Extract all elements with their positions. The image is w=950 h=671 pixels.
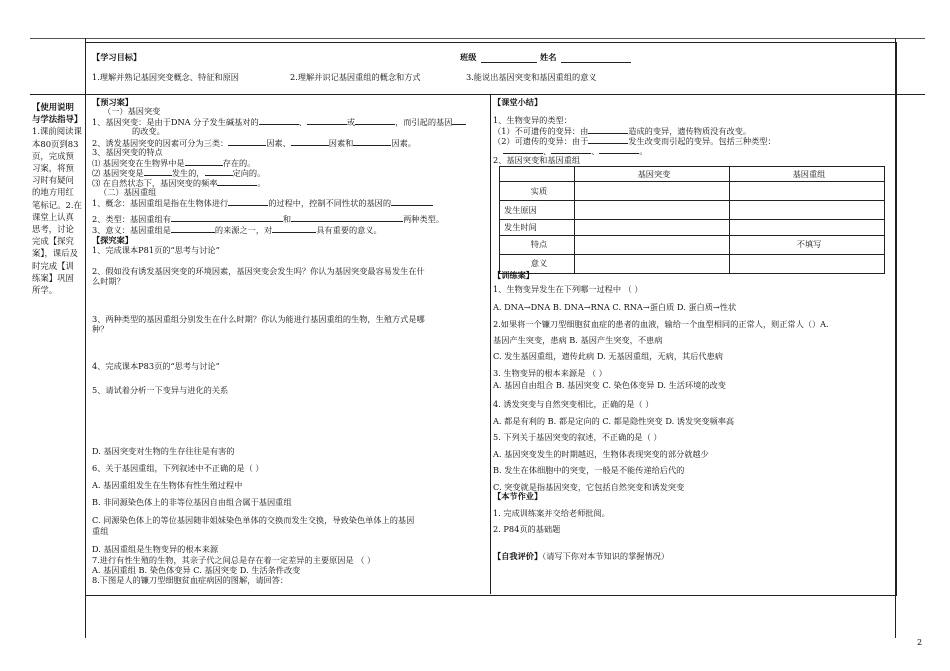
training-q5-b: B. 发生在体细胞中的突变，一般是不能传递给后代的	[493, 465, 685, 475]
name-label: 姓名	[540, 52, 557, 62]
preview-line-5: 2、类型：基因重组有 和 两种类型。	[92, 214, 445, 224]
table-cell[interactable]	[730, 201, 885, 220]
row-label: 发生时间	[500, 220, 575, 235]
homework-item-1: 1. 完成训练案并交给老师批阅。	[493, 508, 610, 518]
summary-line-2: （1）不可遗传的变异：由 造成的变异，遗传物质没有改变。	[493, 126, 752, 136]
header-divider	[30, 94, 925, 95]
training-q5-a: A. 基因突变发生的时期越迟，生物体表现突变的部分就越少	[493, 449, 709, 459]
training-q2: 2.如果将一个镰刀型细胞贫血症的患者的血液，输给一个血型相同的正常人，则正常人（）A.	[493, 319, 829, 329]
table-row	[500, 220, 885, 235]
table-cell[interactable]	[730, 182, 885, 201]
preview-line-1: 1、基因突变：是由于DNA 分子发生碱基对的 、 或 ，而引起的基因	[92, 116, 466, 128]
preview-line-4: 1、概念：基因重组是指在生物体进行 的过程中，控制不同性状的基因的	[92, 197, 433, 209]
table-cell[interactable]	[575, 235, 730, 254]
explore-q2-line1: 2、假如没有诱发基因突变的环境因素，基因突变会发生吗？你认为基因突变最容易发生在什	[92, 266, 425, 276]
training-q3: 3. 生物变异的根本来源是 （ ）	[493, 368, 607, 378]
explore-q6-c-line1: C. 同源染色体上的等位基因随非姐妹染色单体的交换而发生交换，导致染色单体上的基因	[92, 515, 415, 525]
explore-q6-d: D. 基因重组是生物变异的根本来源	[92, 544, 219, 554]
preview-title: 【预习案】	[92, 97, 133, 107]
usage-guide-text: 1.课前阅读课本80页到83页，完成预习案，将预习时有疑问的地方用红笔标记。2.在课堂上认真思考，讨论完成【探究案】，课后及时完成【训练案】巩固所学。	[32, 126, 82, 296]
right-margin-line	[895, 38, 896, 638]
preview-recombination-heading: （二）基因重组	[99, 187, 157, 197]
explore-q3-line1: 3、两种类型的基因重组分别发生在什么时期？你认为能进行基因重组的生物，生殖方式是哪	[92, 314, 425, 324]
table-row	[500, 201, 885, 220]
training-title: 【训练案】	[493, 270, 534, 280]
summary-title: 【课堂小结】	[493, 97, 543, 107]
explore-q4: 4、完成课本P83页的“思考与讨论”	[92, 361, 220, 371]
page-number: 2	[917, 638, 923, 647]
comparison-table	[499, 166, 885, 274]
explore-title: 【探究案】	[92, 235, 133, 245]
self-eval-title: 【自我评价】	[493, 551, 543, 561]
training-q5: 5. 下列关于基因突变的叙述，不正确的是（ ）	[493, 432, 662, 442]
training-q1-options: A. DNA→DNA B. DNA→RNA C. RNA→蛋白质 D. 蛋白质→性状	[493, 302, 737, 312]
table-row	[500, 235, 885, 254]
table-header-row	[500, 167, 885, 182]
training-q3-options: A. 基因自由组合 B. 基因突变 C. 染色体变异 D. 生活环境的改变	[493, 380, 726, 390]
class-blank[interactable]	[481, 54, 537, 63]
homework-title: 【本节作业】	[493, 491, 543, 501]
explore-q6: 6、关于基因重组，下列叙述中不正确的是（ ）	[92, 463, 264, 473]
explore-q8: 8.下图是人的镰刀型细胞贫血症病因的图解，请回答：	[92, 575, 289, 585]
objective-3: 3.能说出基因突变和基因重组的意义	[466, 72, 597, 82]
explore-q6-b: B. 非同源染色体上的非等位基因自由组合属于基因重组	[92, 497, 292, 507]
table-header-cell: 基因重组	[730, 167, 885, 182]
preview-gene-mutation-heading: （一）基因突变	[103, 106, 161, 116]
class-label: 班级	[460, 52, 477, 62]
table-cell[interactable]	[575, 220, 730, 235]
summary-line-5: 2、基因突变和基因重组	[493, 155, 581, 165]
explore-q7: 7.进行有性生殖的生物，其亲子代之间总是存在着一定差异的主要原因是 （ ）	[92, 555, 376, 565]
training-q4-options: A. 都是有利的 B. 都是定向的 C. 都是隐性突变 D. 诱发突变频率高	[493, 416, 735, 426]
explore-q6-a: A. 基因重组发生在生物体有性生殖过程中	[92, 480, 243, 490]
table-cell-not-required: 不填写	[730, 235, 885, 254]
table-cell[interactable]	[575, 182, 730, 201]
column-divider	[490, 94, 491, 594]
preview-line-3a: ⑴ 基因突变在生物界中是 存在的。	[92, 158, 256, 168]
training-q5-c: C. 突变就是指基因突变，它包括自然突变和诱发突变	[493, 482, 685, 492]
explore-q5: 5、请试着分析一下变异与进化的关系	[92, 385, 229, 395]
explore-q3-line2: 种？	[92, 324, 109, 334]
usage-guide-title: 【使用说明与学法指导】	[32, 102, 83, 125]
table-cell[interactable]	[575, 254, 730, 273]
preview-line-2: 2、诱发基因突变的因素可分为三类： 因素、 因素和 因素。	[92, 138, 416, 148]
training-q1: 1、生物变异发生在下列哪一过程中 （ ）	[493, 284, 643, 294]
row-label: 意义	[500, 254, 575, 273]
self-eval-text: （请写下你对本节知识的掌握情况）	[542, 551, 670, 561]
explore-q1: 1、完成课本P81页的“思考与讨论”	[92, 245, 220, 255]
summary-line-4: 、 、 。	[503, 145, 648, 157]
preview-line-3: 3、基因突变的特点	[92, 147, 163, 157]
explore-q2-line2: 么时期？	[92, 276, 125, 286]
self-eval	[493, 551, 669, 562]
table-row	[500, 182, 885, 201]
explore-q6-c-line2: 重组	[92, 526, 109, 536]
left-margin-line	[85, 38, 86, 638]
preview-line-1b: 的改变。	[132, 126, 165, 136]
preview-line-6: 3、意义：基因重组是 的来源之一，对 具有重要的意义。	[92, 225, 382, 235]
row-label: 实质	[500, 182, 575, 201]
row-label: 发生原因	[500, 201, 575, 220]
training-q2-cd: C. 发生基因重组，遗传此病 D. 无基因重组，无病，其后代患病	[493, 351, 723, 361]
row-label: 特点	[500, 235, 575, 254]
training-q4: 4. 诱发突变与自然突变相比，正确的是（ ）	[493, 399, 654, 409]
preview-line-3c: ⑶ 在自然状态下，基因突变的频率 。	[92, 178, 266, 188]
table-cell[interactable]	[575, 201, 730, 220]
explore-option-d: D. 基因突变对生物的生存往往是有害的	[92, 446, 235, 456]
objective-2: 2.理解并识记基因重组的概念和方式	[290, 72, 421, 82]
objectives-title: 【学习目标】	[92, 52, 142, 62]
usage-guide	[32, 101, 82, 296]
preview-line-3b: ⑵ 基因突变是 发生的， 定向的。	[92, 168, 266, 178]
top-rule	[30, 38, 925, 39]
summary-line-3: （2）可遗传的变异：由于 发生改变而引起的变异。包括三种类型：	[493, 136, 776, 146]
table-header-cell	[500, 167, 575, 182]
explore-q7-options: A. 基因重组 B. 染色体变异 C. 基因突变 D. 生活条件改变	[92, 565, 301, 575]
summary-line-1: 1、生物变异的类型：	[493, 115, 572, 125]
name-blank[interactable]	[561, 54, 631, 63]
training-q2-ab: 基因产生突变，患病 B. 基因产生突变，不患病	[493, 335, 663, 345]
objective-1: 1.理解并熟记基因突变概念、特征和原因	[92, 72, 239, 82]
table-cell[interactable]	[730, 254, 885, 273]
table-cell[interactable]	[730, 220, 885, 235]
table-row	[500, 254, 885, 273]
homework-item-2: 2. P84页的基础题	[493, 524, 561, 534]
table-header-cell: 基因突变	[575, 167, 730, 182]
